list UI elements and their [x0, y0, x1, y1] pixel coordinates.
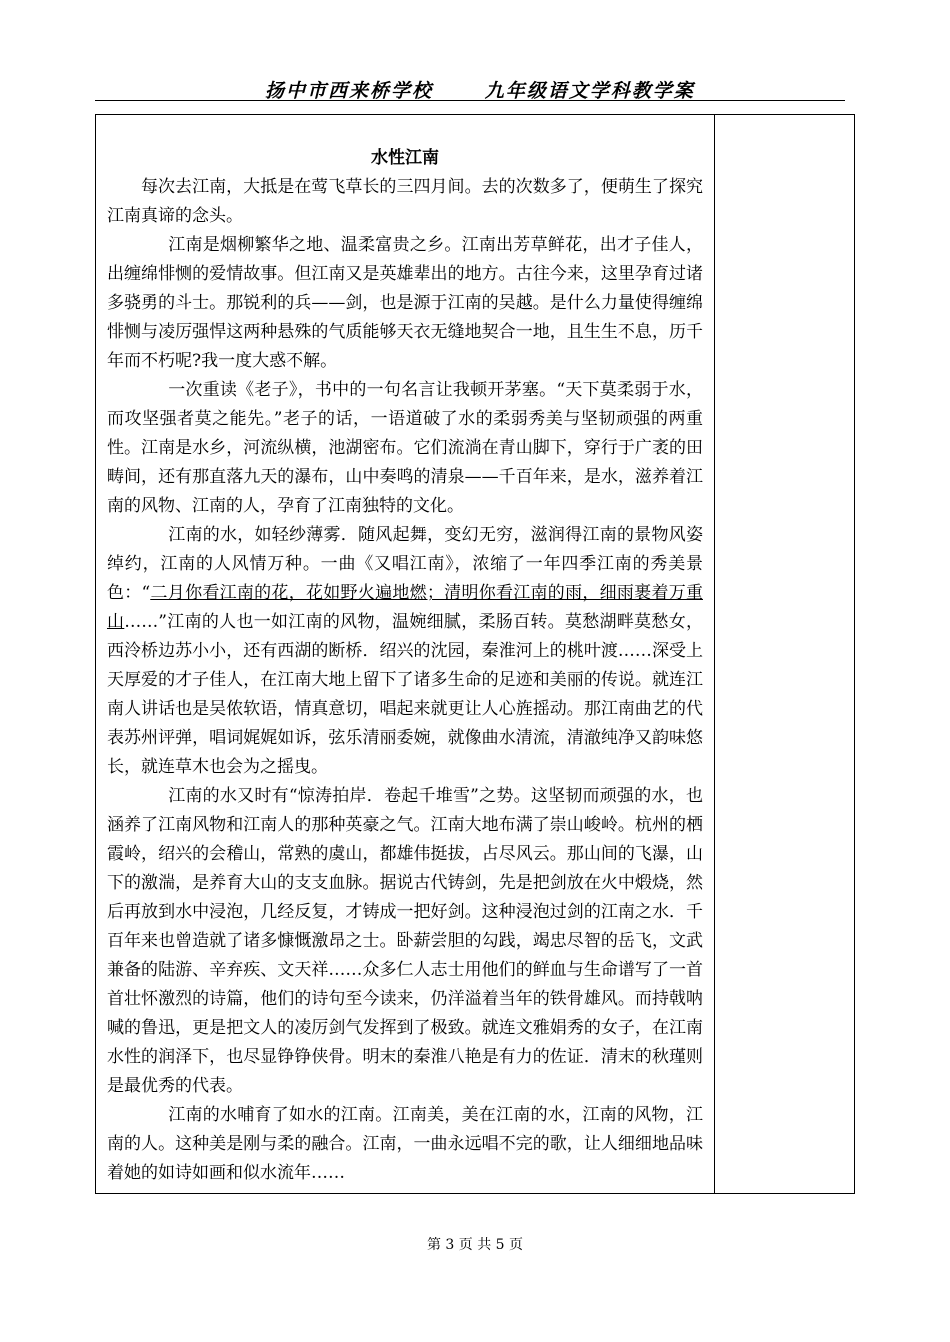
- paragraph-1: 每次去江南，大抵是在莺飞草长的三四月间。去的次数多了，便萌生了探究江南真谛的念头。: [107, 177, 703, 226]
- paragraph-5: 江南的水又时有“惊涛拍岸．卷起千堆雪”之势。这坚韧而顽强的水，也涵养了江南风物和江南人的那种英豪之气。江南大地布满了崇山峻岭。杭州的栖霞岭，绍兴的会稽山，常熟的虞山，都雄伟挺拔，占尽风云。那山间的飞瀑，山下的激湍，是养育大山的支支血脉。据说古代铸剑，先是把剑放在火中煅烧，然后再放到水中浸泡，几经反复，才铸成一把好剑。这种浸泡过剑的江南之水．千百年来也曾造就了诸多慷慨激昂之士。卧薪尝胆的勾践，竭忠尽智的岳飞，文武兼备的陆游、辛弃疾、文天祥……众多仁人志士用他们的鲜血与生命谱写了一首首壮怀激烈的诗篇，他们的诗句至今读来，仍洋溢着当年的铁骨雄风。而持戟呐喊的鲁迅，更是把文人的凌厉剑气发挥到了极致。就连文雅娟秀的女子，在江南水性的润泽下，也尽显铮铮侠骨。明末的秦淮八艳是有力的佐证．清末的秋瑾则是最优秀的代表。: [107, 786, 703, 1096]
- paragraph-4: [107, 521, 703, 782]
- page-header: [95, 70, 845, 101]
- paragraph-6: 江南的水哺育了如水的江南。江南美，美在江南的水，江南的风物，江南的人。这种美是刚与柔的融合。江南，一曲永远唱不完的歌，让人细细地品味着她的如诗如画和似水流年……: [107, 1105, 703, 1183]
- header-title: [265, 76, 695, 103]
- paragraph-3: 一次重读《老子》，书中的一句名言让我顿开茅塞。“天下莫柔弱于水，而攻坚强者莫之能先。”老子的话，一语道破了水的柔弱秀美与坚韧顽强的两重性。江南是水乡，河流纵横，池湖密布。它们流淌在青山脚下，穿行于广袤的田畴间，还有那直落九天的瀑布，山中奏鸣的清泉——千百年来，是水，滋养着江南的风物、江南的人，孕育了江南独特的文化。: [107, 380, 703, 516]
- header-school: 扬中市西来桥学校: [265, 80, 434, 102]
- paragraph-4-rest: ……”江南的人也一如江南的风物，温婉细腻，柔肠百转。莫愁湖畔莫愁女，西泠桥边苏小小，还有西湖的断桥．绍兴的沈园，秦淮河上的桃叶渡……深受上天厚爱的才子佳人，在江南大地上留下了诸多生命的足迹和美丽的传说。就连江南人讲话也是吴侬软语，情真意切，唱起来就更让人心旌摇动。那江南曲艺的代表苏州评弹，唱词娓娓如诉，弦乐清丽委婉，就像曲水清流，清澈纯净又韵味悠长，就连草木也会为之摇曳。: [107, 612, 703, 777]
- header-subject: 九年级语文学科教学案: [484, 80, 695, 102]
- article-title: 水性江南: [371, 148, 439, 168]
- lesson-table: [95, 114, 855, 1194]
- paragraph-4-lead: 江南的水，如轻纱薄雾．随风起舞，变幻无穷，滋润得江南的景物风姿绰约，江南的人风情万种。一曲《又唱江南》，浓缩了一年四季江南的秀美景色：“: [107, 525, 703, 603]
- page-number: 第 3 页 共 5 页: [426, 1237, 524, 1253]
- notes-column-divider: [714, 115, 715, 1193]
- article-cell: [107, 145, 703, 1188]
- paragraph-2: 江南是烟柳繁华之地、温柔富贵之乡。江南出芳草鲜花，出才子佳人，出缠绵悱恻的爱情故事。但江南又是英雄辈出的地方。古往今来，这里孕育过诸多骁勇的斗士。那锐利的兵——剑，也是源于江南的吴越。是什么力量使得缠绵悱恻与凌厉强悍这两种悬殊的气质能够天衣无缝地契合一地，且生生不息，历千年而不朽呢?我一度大惑不解。: [107, 235, 703, 371]
- song-lyric-quote: 二月你看江南的花，花如野火遍地燃；清明你看江南的雨，细雨裹着万重山: [107, 583, 703, 632]
